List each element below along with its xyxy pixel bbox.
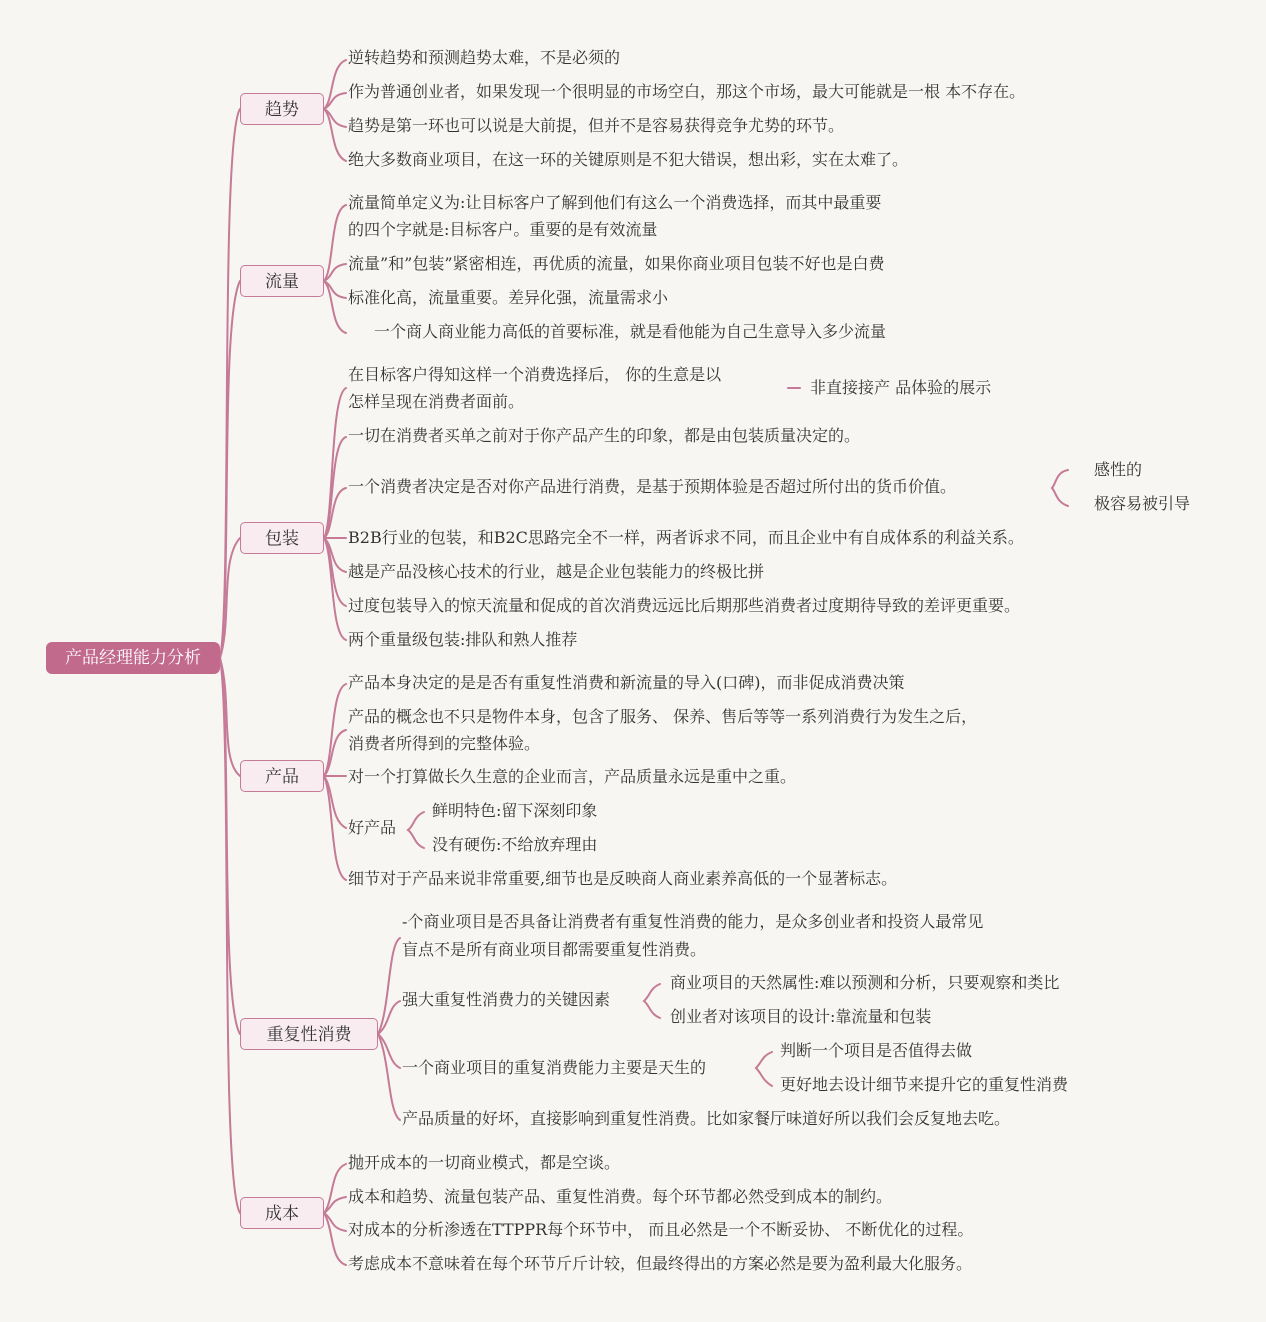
branch-traffic[interactable]: 流量 — [240, 265, 324, 297]
repeat-item-quality: 产品质量的好坏，直接影响到重复性消费。比如家餐厅味道好所以我们会反复地去吃。 — [402, 1109, 1011, 1128]
packaging-item-4: B2B行业的包装，和B2C思路完全不一样，两者诉求不同，而且企业中有自成体系的利益关系。 — [348, 528, 1024, 547]
packaging-item-3: 一个消费者决定是否对你产品进行消费，是基于预期体验是否超过所付出的货币价值。 — [348, 477, 957, 496]
product-item-5: 细节对于产品来说非常重要,细节也是反映商人商业素养高低的一个显著标志。 — [348, 869, 898, 888]
packaging-item-1b: 怎样呈现在消费者面前。 — [348, 392, 525, 411]
trend-item-4: 绝大多数商业项目，在这一环的关键原则是不犯大错误，想出彩，实在太难了。 — [348, 150, 909, 169]
repeat-item-1b: 盲点不是所有商业项目都需要重复性消费。 — [402, 940, 707, 959]
branch-packaging[interactable]: 包装 — [240, 522, 324, 554]
product-item-2b: 消费者所得到的完整体验。 — [348, 734, 541, 753]
branch-repeat-consumption[interactable]: 重复性消费 — [240, 1018, 378, 1050]
packaging-item-7: 两个重量级包装:排队和熟人推荐 — [348, 630, 578, 649]
trend-item-1: 逆转趋势和预测趋势太难，不是必须的 — [348, 48, 621, 67]
packaging-sub-guidable: 极容易被引导 — [1094, 494, 1191, 513]
product-item-2a: 产品的概念也不只是物件本身，包含了服务、 保养、售后等等一系列消费行为发生之后， — [348, 707, 978, 726]
innate-sub-2: 更好地去设计细节来提升它的重复性消费 — [780, 1075, 1069, 1094]
key-factor-2: 创业者对该项目的设计:靠流量和包装 — [670, 1007, 932, 1026]
key-factor-1: 商业项目的天然属性:难以预测和分析，只要观察和类比 — [670, 973, 1060, 992]
product-item-good-product: 好产品 — [348, 818, 397, 837]
branch-trend[interactable]: 趋势 — [240, 93, 324, 125]
cost-item-2: 成本和趋势、流量包装产品、重复性消费。每个环节都必然受到成本的制约。 — [348, 1187, 893, 1206]
good-product-sub-2: 没有硬伤:不给放弃理由 — [432, 835, 598, 854]
traffic-item-2: 流量”和”包装”紧密相连，再优质的流量，如果你商业项目包装不好也是白费 — [348, 254, 885, 273]
trend-item-3: 趋势是第一环也可以说是大前提，但并不是容易获得竞争尤势的环节。 — [348, 116, 845, 135]
traffic-item-1b: 的四个字就是:目标客户。重要的是有效流量 — [348, 220, 658, 239]
cost-item-1: 抛开成本的一切商业模式，都是空谈。 — [348, 1153, 621, 1172]
packaging-sub-emotional: 感性的 — [1094, 460, 1143, 479]
repeat-item-key-factors: 强大重复性消费力的关键因素 — [402, 990, 611, 1009]
cost-item-4: 考虑成本不意味着在每个环节斤斤计较，但最终得出的方案必然是要为盈利最大化服务。 — [348, 1254, 973, 1273]
cost-item-3: 对成本的分析渗透在TTPPR每个环节中， 而且必然是一个不断妥协、 不断优化的过程。 — [348, 1220, 974, 1239]
traffic-item-4: 一个商人商业能力高低的首要标准，就是看他能为自己生意导入多少流量 — [374, 322, 887, 341]
repeat-item-1a: -个商业项目是否具备让消费者有重复性消费的能力，是众多创业者和投资人最常见 — [402, 912, 984, 931]
traffic-item-3: 标准化高，流量重要。差异化强，流量需求小 — [348, 288, 669, 307]
branch-cost[interactable]: 成本 — [240, 1197, 324, 1229]
packaging-item-2: 一切在消费者买单之前对于你产品产生的印象，都是由包装质量决定的。 — [348, 426, 861, 445]
packaging-item-6: 过度包装导入的惊天流量和促成的首次消费远远比后期那些消费者过度期待导致的差评更重要。 — [348, 596, 1021, 615]
packaging-item-5: 越是产品没核心技术的行业，越是企业包装能力的终极比拼 — [348, 562, 765, 581]
packaging-item-1a: 在目标客户得知这样一个消费选择后， 你的生意是以 — [348, 365, 722, 384]
repeat-item-innate: 一个商业项目的重复消费能力主要是天生的 — [402, 1058, 707, 1077]
branch-product[interactable]: 产品 — [240, 760, 324, 792]
good-product-sub-1: 鲜明特色:留下深刻印象 — [432, 801, 598, 820]
product-item-3: 对一个打算做长久生意的企业而言，产品质量永远是重中之重。 — [348, 767, 797, 786]
trend-item-2: 作为普通创业者，如果发现一个很明显的市场空白，那这个市场，最大可能就是一根 本不存在。 — [348, 82, 1026, 101]
packaging-sub-indirect: 非直接接产 品体验的展示 — [810, 378, 992, 397]
product-item-1: 产品本身决定的是是否有重复性消费和新流量的导入(口碑)，而非促成消费决策 — [348, 673, 905, 692]
innate-sub-1: 判断一个项目是否值得去做 — [780, 1041, 973, 1060]
traffic-item-1a: 流量简单定义为:让目标客户了解到他们有这么一个消费选择，而其中最重要 — [348, 193, 882, 212]
root-node[interactable]: 产品经理能力分析 — [46, 642, 220, 674]
